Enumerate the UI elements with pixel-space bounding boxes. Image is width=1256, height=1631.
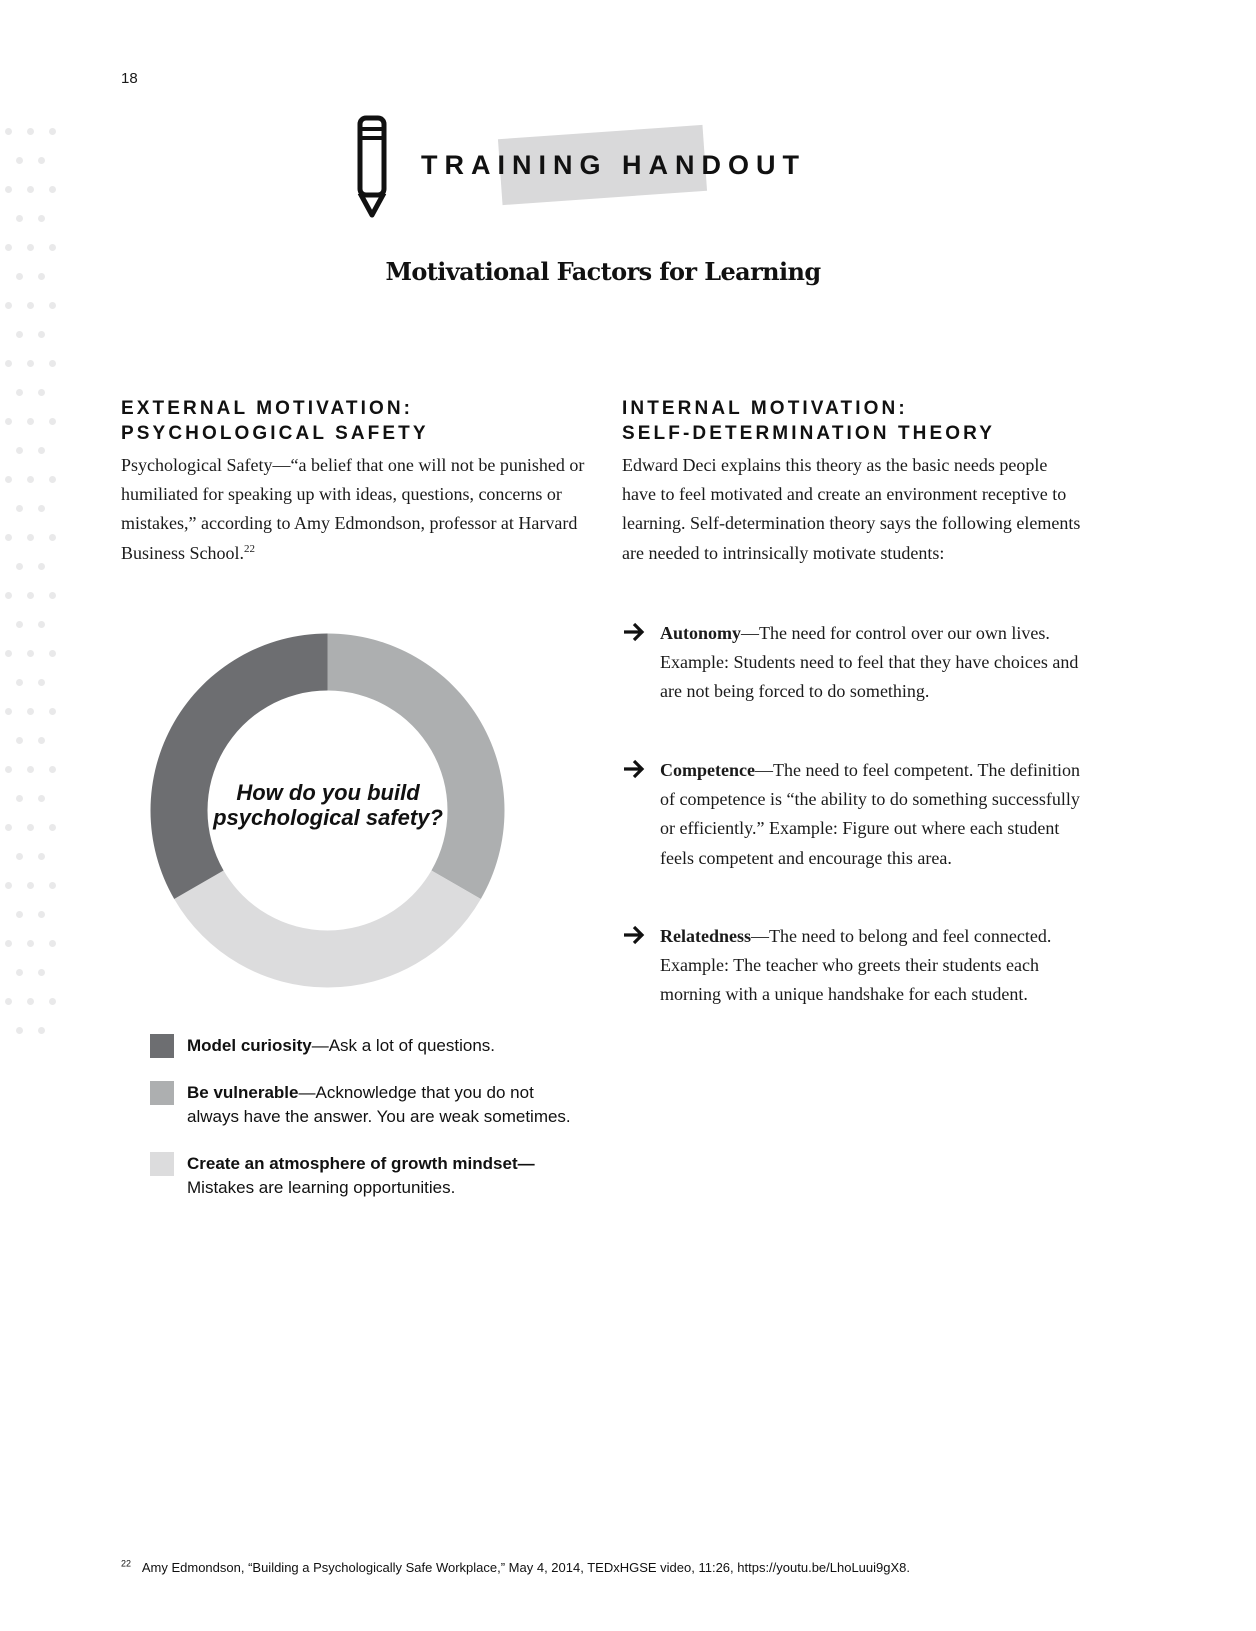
psychological-safety-paragraph — [121, 451, 591, 568]
bullet-text: —The need to belong and feel connected. Example: The teacher who greets their students each morning with a unique handshake for each student. — [660, 926, 1052, 1005]
donut-label-line: How do you build — [236, 780, 420, 805]
paragraph-text: Psychological Safety—“a belief that one will not be punished or humiliated for speaking up with ideas, questions, concerns or mistakes,” according to Amy Edmondson, professor at Harvard Business School. — [121, 455, 585, 563]
decorative-dot — [49, 418, 56, 425]
decorative-dot — [27, 302, 34, 309]
decorative-dot — [16, 505, 23, 512]
heading-line: EXTERNAL MOTIVATION: — [121, 398, 414, 419]
decorative-dot — [27, 998, 34, 1005]
bullet-term: Competence — [660, 760, 755, 780]
decorative-dot — [5, 534, 12, 541]
legend-term: Model curiosity — [187, 1036, 312, 1055]
handout-label: TRAINING HANDOUT — [421, 150, 806, 180]
decorative-dot — [16, 389, 23, 396]
heading-line: PSYCHOLOGICAL SAFETY — [121, 423, 429, 444]
legend-swatch — [150, 1152, 174, 1176]
decorative-dot — [5, 940, 12, 947]
decorative-dot — [49, 302, 56, 309]
decorative-dot — [5, 766, 12, 773]
footnote — [121, 1560, 910, 1575]
decorative-dot — [5, 244, 12, 251]
decorative-dot — [16, 621, 23, 628]
decorative-dot — [16, 853, 23, 860]
bullet-autonomy — [622, 619, 1092, 707]
decorative-dot — [49, 592, 56, 599]
decorative-dot — [16, 157, 23, 164]
page-title: Motivational Factors for Learning — [385, 257, 821, 286]
bullet-competence — [622, 756, 1092, 873]
bullet-text: —The need for control over our own lives. Example: Students need to feel that they have choices and are not being forced to do something. — [660, 623, 1079, 702]
decorative-dot — [38, 215, 45, 222]
decorative-dot — [38, 911, 45, 918]
decorative-dot — [38, 853, 45, 860]
decorative-dot — [49, 766, 56, 773]
decorative-dot — [5, 708, 12, 715]
decorative-dot — [27, 882, 34, 889]
legend-swatch — [150, 1034, 174, 1058]
decorative-dot — [5, 998, 12, 1005]
decorative-dot — [5, 302, 12, 309]
donut-segment — [174, 870, 481, 987]
bullet-term: Autonomy — [660, 623, 742, 643]
legend-text: —Ask a lot of questions. — [311, 1036, 496, 1055]
decorative-dot — [38, 447, 45, 454]
footnote-text: Amy Edmondson, “Building a Psychologically Safe Workplace,” May 4, 2014, TEDxHGSE video, 11:26, https://youtu.be/LhoLuui9gX8. — [141, 1560, 911, 1575]
decorative-dot — [49, 998, 56, 1005]
footnote-number: 22 — [121, 1558, 132, 1569]
decorative-dot — [16, 1027, 23, 1034]
decorative-dot — [5, 186, 12, 193]
legend-item — [150, 1081, 590, 1129]
decorative-dot — [27, 824, 34, 831]
bullet-text: —The need to feel competent. The definition of competence is “the ability to do something successfully or efficiently.” Example: Figure out where each student feels competent and encourage this area. — [660, 760, 1081, 868]
decorative-dot — [27, 650, 34, 657]
heading-line: INTERNAL MOTIVATION: — [622, 398, 908, 419]
decorative-dot — [5, 418, 12, 425]
donut-label-line: psychological safety? — [213, 805, 443, 830]
decorative-dot — [16, 969, 23, 976]
decorative-dot — [49, 708, 56, 715]
legend-text: —Acknowledge that you do not always have the answer. You are weak sometimes. — [187, 1083, 571, 1126]
legend-term: Be vulnerable — [187, 1083, 299, 1102]
decorative-dot — [49, 824, 56, 831]
legend-swatch — [150, 1081, 174, 1105]
decorative-dot — [38, 621, 45, 628]
decorative-dot — [38, 679, 45, 686]
arrow-right-icon — [622, 758, 646, 780]
decorative-dot — [38, 1027, 45, 1034]
legend-item — [150, 1152, 590, 1200]
donut-center-label — [212, 780, 444, 830]
decorative-dot — [27, 708, 34, 715]
internal-motivation-heading — [622, 396, 995, 446]
decorative-dot — [27, 592, 34, 599]
decorative-dot — [49, 650, 56, 657]
decorative-dot — [38, 969, 45, 976]
decorative-dot — [16, 563, 23, 570]
decorative-dot — [5, 128, 12, 135]
legend-term: Create an atmosphere of growth mindset— — [187, 1154, 535, 1173]
legend-text: Mistakes are learning opportunities. — [187, 1178, 456, 1197]
decorative-dot — [16, 215, 23, 222]
decorative-dot — [27, 766, 34, 773]
decorative-dot — [27, 418, 34, 425]
decorative-dot — [49, 940, 56, 947]
decorative-dot — [16, 737, 23, 744]
decorative-dot — [27, 534, 34, 541]
decorative-dot — [27, 244, 34, 251]
decorative-dot — [38, 331, 45, 338]
decorative-dot — [49, 360, 56, 367]
bullet-relatedness — [622, 922, 1092, 1010]
decorative-dot — [38, 157, 45, 164]
decorative-dot — [5, 650, 12, 657]
page-number: 18 — [121, 70, 138, 87]
decorative-dot — [5, 824, 12, 831]
heading-line: SELF-DETERMINATION THEORY — [622, 423, 996, 444]
self-determination-paragraph: Edward Deci explains this theory as the basic needs people have to feel motivated and create an environment receptive to learning. Self-determination theory says the following elements are needed to intrinsically motivate students: — [622, 455, 1081, 563]
decorative-dot — [27, 360, 34, 367]
decorative-dot — [38, 389, 45, 396]
decorative-dot — [49, 882, 56, 889]
decorative-dot — [16, 795, 23, 802]
decorative-dot — [38, 737, 45, 744]
legend-item — [150, 1034, 590, 1058]
decorative-dot — [16, 331, 23, 338]
pencil-icon — [357, 115, 387, 218]
decorative-dot — [27, 128, 34, 135]
donut-segment — [150, 634, 327, 899]
decorative-dot — [49, 186, 56, 193]
decorative-dot — [49, 244, 56, 251]
decorative-dot — [5, 882, 12, 889]
decorative-dot — [38, 795, 45, 802]
bullet-term: Relatedness — [660, 926, 751, 946]
donut-segment — [328, 634, 505, 899]
external-motivation-heading — [121, 396, 429, 446]
arrow-right-icon — [622, 924, 646, 946]
decorative-dot — [16, 447, 23, 454]
decorative-dot — [27, 940, 34, 947]
decorative-dot — [27, 476, 34, 483]
decorative-dot — [5, 360, 12, 367]
decorative-dot — [38, 505, 45, 512]
decorative-dot — [49, 128, 56, 135]
decorative-dot — [16, 679, 23, 686]
arrow-right-icon — [622, 621, 646, 643]
decorative-dot — [49, 476, 56, 483]
decorative-dot — [49, 534, 56, 541]
decorative-dot — [38, 563, 45, 570]
decorative-dot — [27, 186, 34, 193]
decorative-dot — [16, 911, 23, 918]
footnote-ref: 22 — [244, 542, 256, 555]
decorative-dot — [5, 592, 12, 599]
decorative-dot — [5, 476, 12, 483]
